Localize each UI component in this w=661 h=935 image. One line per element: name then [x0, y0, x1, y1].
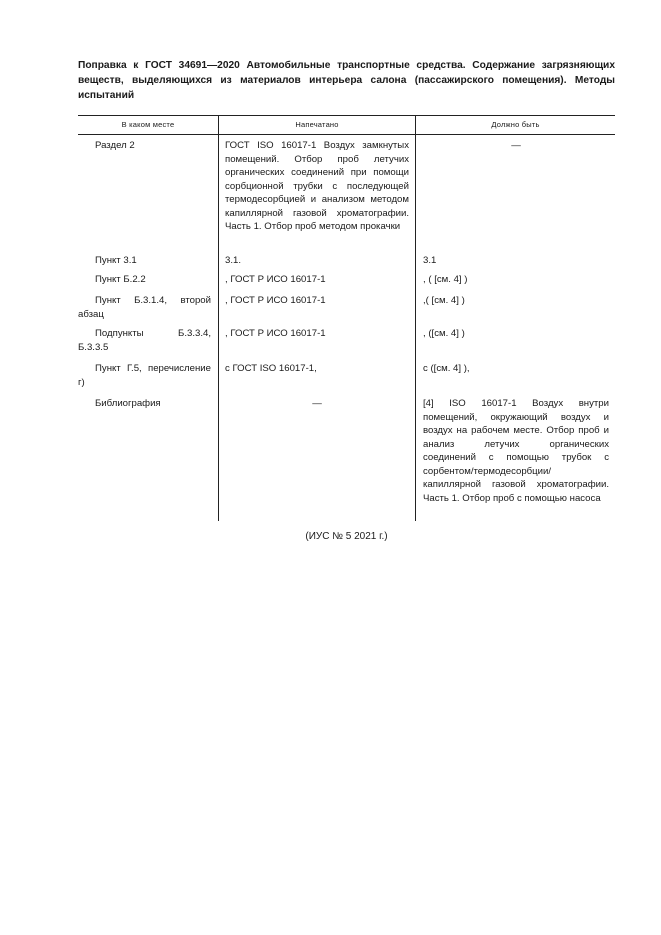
row2-should-be: 3.1 [423, 255, 437, 266]
issue-footer: (ИУС № 5 2021 г.) [305, 531, 388, 542]
row3-place: Пункт Б.2.2 [95, 274, 146, 285]
row6-printed: с ГОСТ ISO 16017-1, [225, 363, 317, 374]
row3-printed: , ГОСТ Р ИСО 16017-1 [225, 274, 326, 285]
row6-place: Пункт Г.5, перечисление г) [78, 363, 211, 388]
row5-place: Подпункты Б.3.3.4, Б.3.3.5 [78, 328, 211, 353]
row5-printed: , ГОСТ Р ИСО 16017-1 [225, 328, 326, 339]
column-divider-1 [218, 115, 219, 521]
row4-should-be: ,( [см. 4] ) [423, 295, 465, 306]
row5-should-be: , ([см. 4] ) [423, 328, 465, 339]
row7-place: Библиография [95, 398, 161, 409]
row1-place: Раздел 2 [95, 140, 135, 151]
row1-printed: ГОСТ ISO 16017-1 Воздух замкнутых помещений. Отбор проб летучих органических соединений при помощи сорбционной трубки с последующей термодесорбцией и анализом методом капиллярной газовой хроматографии. Часть 1. Отбор проб методом прокачки [225, 140, 409, 232]
header-should-be: Должно быть [491, 120, 540, 129]
header-printed: Напечатано [295, 120, 339, 129]
row7-printed: — [312, 398, 322, 409]
row7-should-be: [4] ISO 16017-1 Воздух внутри помещений, окружающий воздух и воздух на рабочем месте. Отбор проб и анализ летучих органических соединений с помощью трубок с сорбентом/термодесорбции/капиллярной газовой хроматографии. Часть 1. Отбор проб с помощью насоса [423, 398, 609, 504]
row4-place: Пункт Б.3.1.4, второй абзац [78, 295, 211, 320]
table-top-rule [78, 115, 615, 116]
row2-printed: 3.1. [225, 255, 242, 266]
table-header-rule [78, 134, 615, 135]
header-place: В каком месте [121, 120, 175, 129]
column-divider-2 [415, 115, 416, 521]
row2-place: Пункт 3.1 [95, 255, 137, 266]
row6-should-be: с ([см. 4] ), [423, 363, 470, 374]
row4-printed: , ГОСТ Р ИСО 16017-1 [225, 295, 326, 306]
row3-should-be: , ( [см. 4] ) [423, 274, 468, 285]
document-title: Поправка к ГОСТ 34691—2020 Автомобильные транспортные средства. Содержание загрязняющих веществ, выделяющихся из материалов интерьера салона (пассажирского помещения). Методы испытаний [78, 60, 615, 101]
row1-should-be: — [511, 140, 521, 151]
